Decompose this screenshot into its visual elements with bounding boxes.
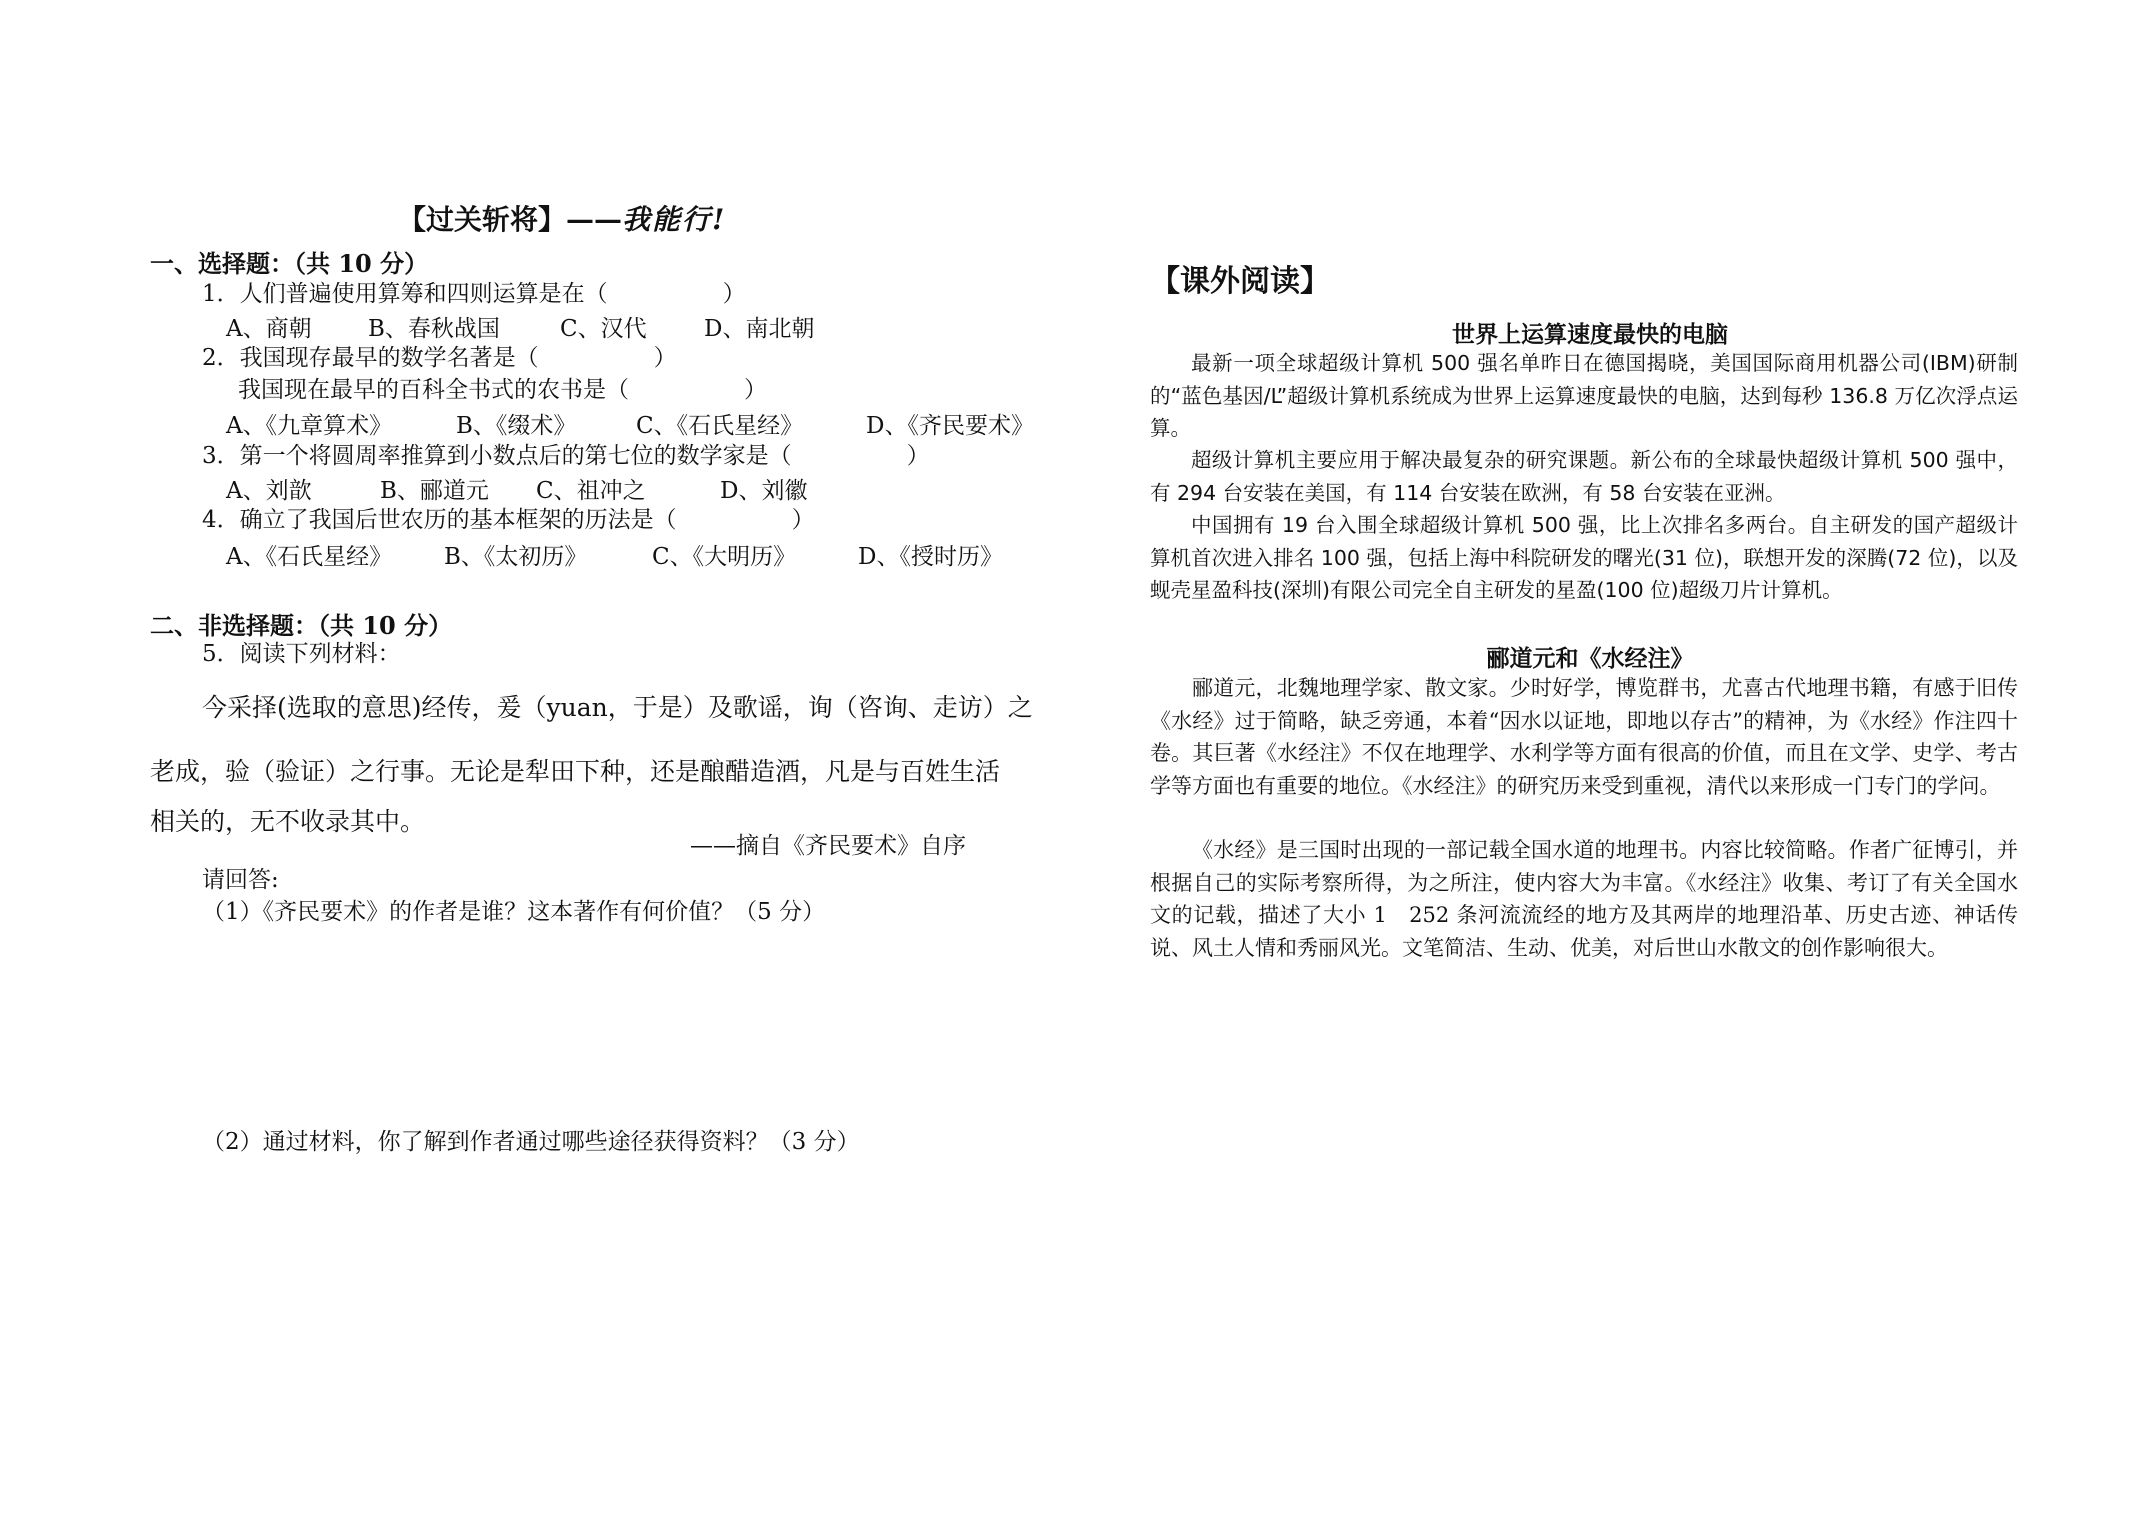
material-source: ——摘自《齐民要术》自序 bbox=[690, 833, 966, 859]
q5-stem: 5．阅读下列材料： bbox=[202, 641, 401, 667]
q2-option-c[interactable]: C、《石氏星经》 bbox=[636, 413, 804, 439]
q3-option-a[interactable]: A、刘歆 bbox=[226, 478, 312, 504]
exam-title-main: 【过关斩将】—— bbox=[398, 203, 623, 236]
q4-option-d[interactable]: D、《授时历》 bbox=[858, 544, 1003, 570]
q2-option-a[interactable]: A、《九章算术》 bbox=[226, 413, 393, 439]
material-line-3: 相关的，无不收录其中。 bbox=[150, 807, 426, 836]
q3-option-d[interactable]: D、刘徽 bbox=[720, 478, 808, 504]
q3-option-b[interactable]: B、郦道元 bbox=[380, 478, 489, 504]
material-line-2: 老成，验（验证）之行事。无论是犁田下种，还是酿醋造酒，凡是与百姓生活 bbox=[150, 757, 1001, 786]
article1-title: 世界上运算速度最快的电脑 bbox=[1452, 322, 1728, 348]
q1-option-d[interactable]: D、南北朝 bbox=[704, 316, 815, 342]
q4-option-b[interactable]: B、《太初历》 bbox=[444, 544, 588, 570]
q3-option-c[interactable]: C、祖冲之 bbox=[536, 478, 646, 504]
q4-option-a[interactable]: A、《石氏星经》 bbox=[226, 544, 393, 570]
article2-title: 郦道元和《水经注》 bbox=[1486, 646, 1694, 672]
q4-stem: 4．确立了我国后世农历的基本框架的历法是（ ） bbox=[202, 507, 815, 533]
sub-question-1: （1）《齐民要术》的作者是谁？这本著作有何价值？（5 分） bbox=[202, 899, 826, 925]
section1-heading: 一、选择题：（共 10 分） bbox=[150, 249, 429, 278]
q4-option-c[interactable]: C、《大明历》 bbox=[652, 544, 797, 570]
q2-option-d[interactable]: D、《齐民要术》 bbox=[866, 413, 1034, 439]
please-answer-label: 请回答: bbox=[202, 867, 279, 893]
article1-paragraph-3: 中国拥有 19 台入围全球超级计算机 500 强，比上次排名多两台。自主研发的国产超级计算机首次进入排名 100 强，包括上海中科院研发的曙光(31 位)，联想开发的深腾(72 位)，以及蚬壳星盈科技(深圳)有限公司完全自主研发的星盈(100 位)超级刀片计算机。 bbox=[1150, 513, 2018, 602]
q3-stem: 3．第一个将圆周率推算到小数点后的第七位的数学家是（ ） bbox=[202, 443, 930, 469]
exam-title-slogan: 我能行! bbox=[622, 203, 727, 236]
material-line-1: 今采择(选取的意思)经传，爰（yuan，于是）及歌谣，询（咨询、走访）之 bbox=[202, 693, 1033, 722]
article2-paragraph-1: 郦道元，北魏地理学家、散文家。少时好学，博览群书，尤喜古代地理书籍，有感于旧传《水经》过于简略，缺乏旁通，本着“因水以证地，即地以存古”的精神，为《水经》作注四十卷。其巨著《水经注》不仅在地理学、水利学等方面有很高的价值，而且在文学、史学、考古学等方面也有重要的地位。《水经注》的研究历来受到重视，清代以来形成一门专门的学问。 bbox=[1150, 676, 2018, 798]
q2-stem2: 我国现在最早的百科全书式的农书是（ ） bbox=[238, 377, 767, 403]
q1-stem: 1．人们普遍使用算筹和四则运算是在（ ） bbox=[202, 281, 746, 307]
extra-reading-heading: 【课外阅读】 bbox=[1150, 264, 1330, 299]
sub-question-2: （2）通过材料，你了解到作者通过哪些途径获得资料？（3 分） bbox=[202, 1129, 860, 1155]
section2-heading: 二、非选择题：（共 10 分） bbox=[150, 611, 453, 640]
article1-paragraph-1: 最新一项全球超级计算机 500 强名单昨日在德国揭晓，美国国际商用机器公司(IBM)研制的“蓝色基因/L”超级计算机系统成为世界上运算速度最快的电脑，达到每秒 136.8 万亿次浮点运算。 bbox=[1150, 351, 2018, 440]
article2-paragraph-2: 《水经》是三国时出现的一部记载全国水道的地理书。内容比较简略。作者广征博引，并根据自己的实际考察所得，为之所注，使内容大为丰富。《水经注》收集、考订了有关全国水文的记载，描述了大小 1 252 条河流流经的地方及其两岸的地理沿革、历史古迹、神话传说、风土人情和秀丽风光。文笔简洁、生动、优美，对后世山水散文的创作影响很大。 bbox=[1150, 838, 2018, 960]
exam-title bbox=[398, 198, 726, 238]
q1-option-a[interactable]: A、商朝 bbox=[226, 316, 312, 342]
q2-option-b[interactable]: B、《缀术》 bbox=[456, 413, 577, 439]
q1-option-c[interactable]: C、汉代 bbox=[560, 316, 647, 342]
q1-option-b[interactable]: B、春秋战国 bbox=[368, 316, 500, 342]
q2-stem: 2．我国现存最早的数学名著是（ ） bbox=[202, 345, 677, 371]
article1-paragraph-2: 超级计算机主要应用于解决最复杂的研究课题。新公布的全球最快超级计算机 500 强中，有 294 台安装在美国，有 114 台安装在欧洲，有 58 台安装在亚洲。 bbox=[1150, 448, 2018, 505]
